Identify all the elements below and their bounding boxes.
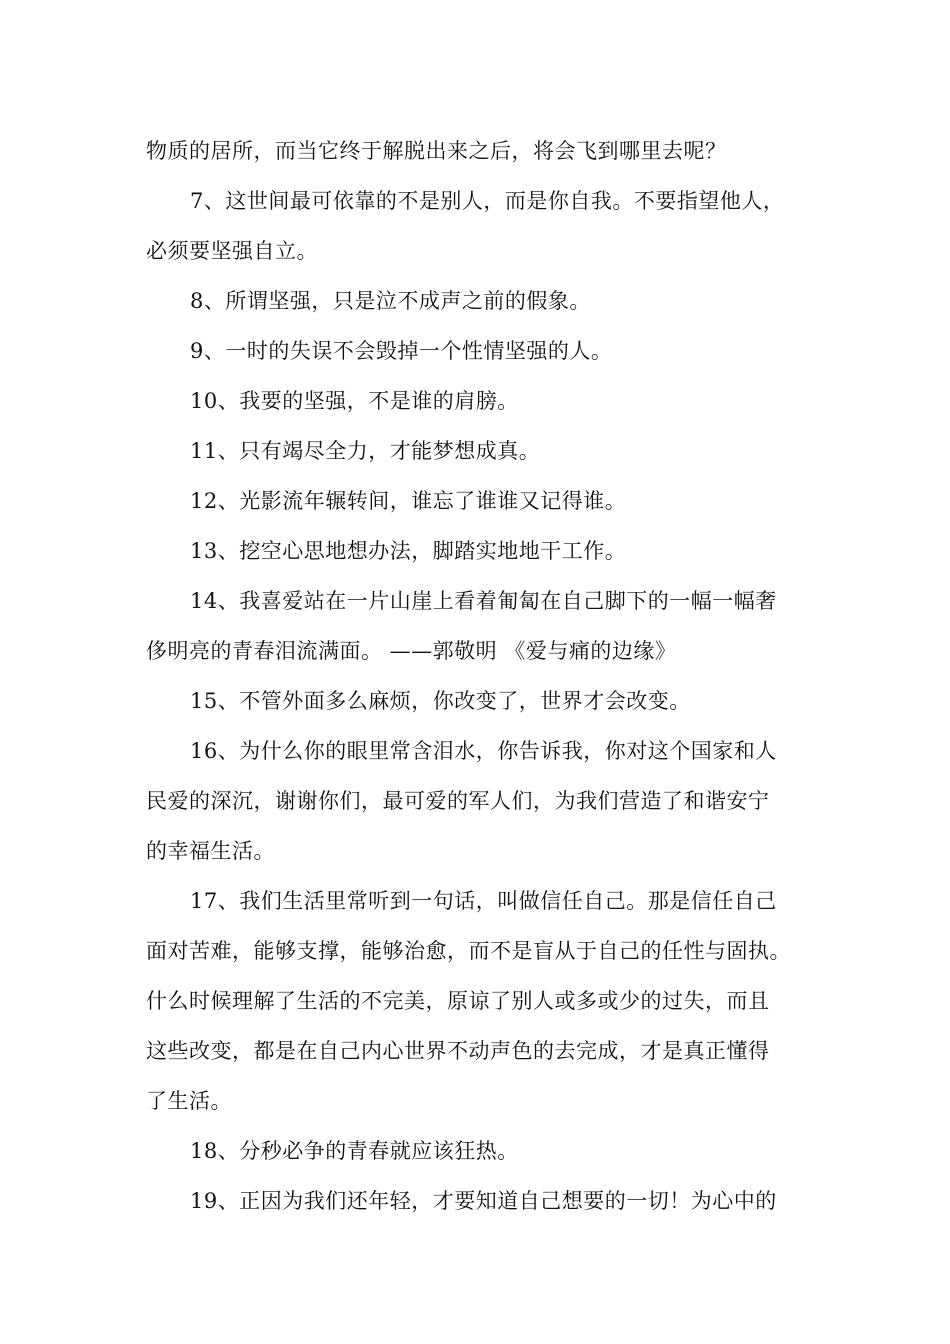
text-line: 8、所谓坚强，只是泣不成声之前的假象。 bbox=[190, 289, 591, 313]
text-line: 7、这世间最可依靠的不是别人，而是你自我。不要指望他人， bbox=[190, 189, 785, 213]
text-line: 这些改变，都是在自己内心世界不动声色的去完成，才是真正懂得 bbox=[146, 1039, 770, 1063]
text-line: 11、只有竭尽全力，才能梦想成真。 bbox=[190, 439, 541, 463]
text-line: 18、分秒必争的青春就应该狂热。 bbox=[190, 1139, 519, 1163]
text-line: 必须要坚强自立。 bbox=[146, 239, 318, 263]
text-line: 14、我喜爱站在一片山崖上看着匍匐在自己脚下的一幅一幅奢 bbox=[190, 589, 777, 613]
text-line: 10、我要的坚强，不是谁的肩膀。 bbox=[190, 389, 519, 413]
text-line: 15、不管外面多么麻烦，你改变了，世界才会改变。 bbox=[190, 689, 691, 713]
text-line: 9、一时的失误不会毁掉一个性情坚强的人。 bbox=[190, 339, 613, 363]
text-line: 19、正因为我们还年轻，才要知道自己想要的一切！为心中的 bbox=[190, 1189, 777, 1213]
text-line: 面对苦难，能够支撑，能够治愈，而不是盲从于自己的任性与固执。 bbox=[146, 939, 791, 963]
text-line: 17、我们生活里常听到一句话，叫做信任自己。那是信任自己 bbox=[190, 889, 777, 913]
text-line: 12、光影流年辗转间，谁忘了谁谁又记得谁。 bbox=[190, 489, 627, 513]
text-line: 的幸福生活。 bbox=[146, 839, 275, 863]
text-line: 物质的居所，而当它终于解脱出来之后，将会飞到哪里去呢？ bbox=[146, 139, 727, 163]
text-line: 13、挖空心思地想办法，脚踏实地地干工作。 bbox=[190, 539, 627, 563]
text-line: 民爱的深沉，谢谢你们，最可爱的军人们，为我们营造了和谐安宁 bbox=[146, 789, 770, 813]
text-line: 16、为什么你的眼里常含泪水，你告诉我，你对这个国家和人 bbox=[190, 739, 777, 763]
text-line: 侈明亮的青春泪流满面。 ——郭敬明 《爱与痛的边缘》 bbox=[146, 639, 677, 663]
text-line: 什么时候理解了生活的不完美，原谅了别人或多或少的过失，而且 bbox=[146, 989, 770, 1013]
text-line: 了生活。 bbox=[146, 1089, 232, 1113]
